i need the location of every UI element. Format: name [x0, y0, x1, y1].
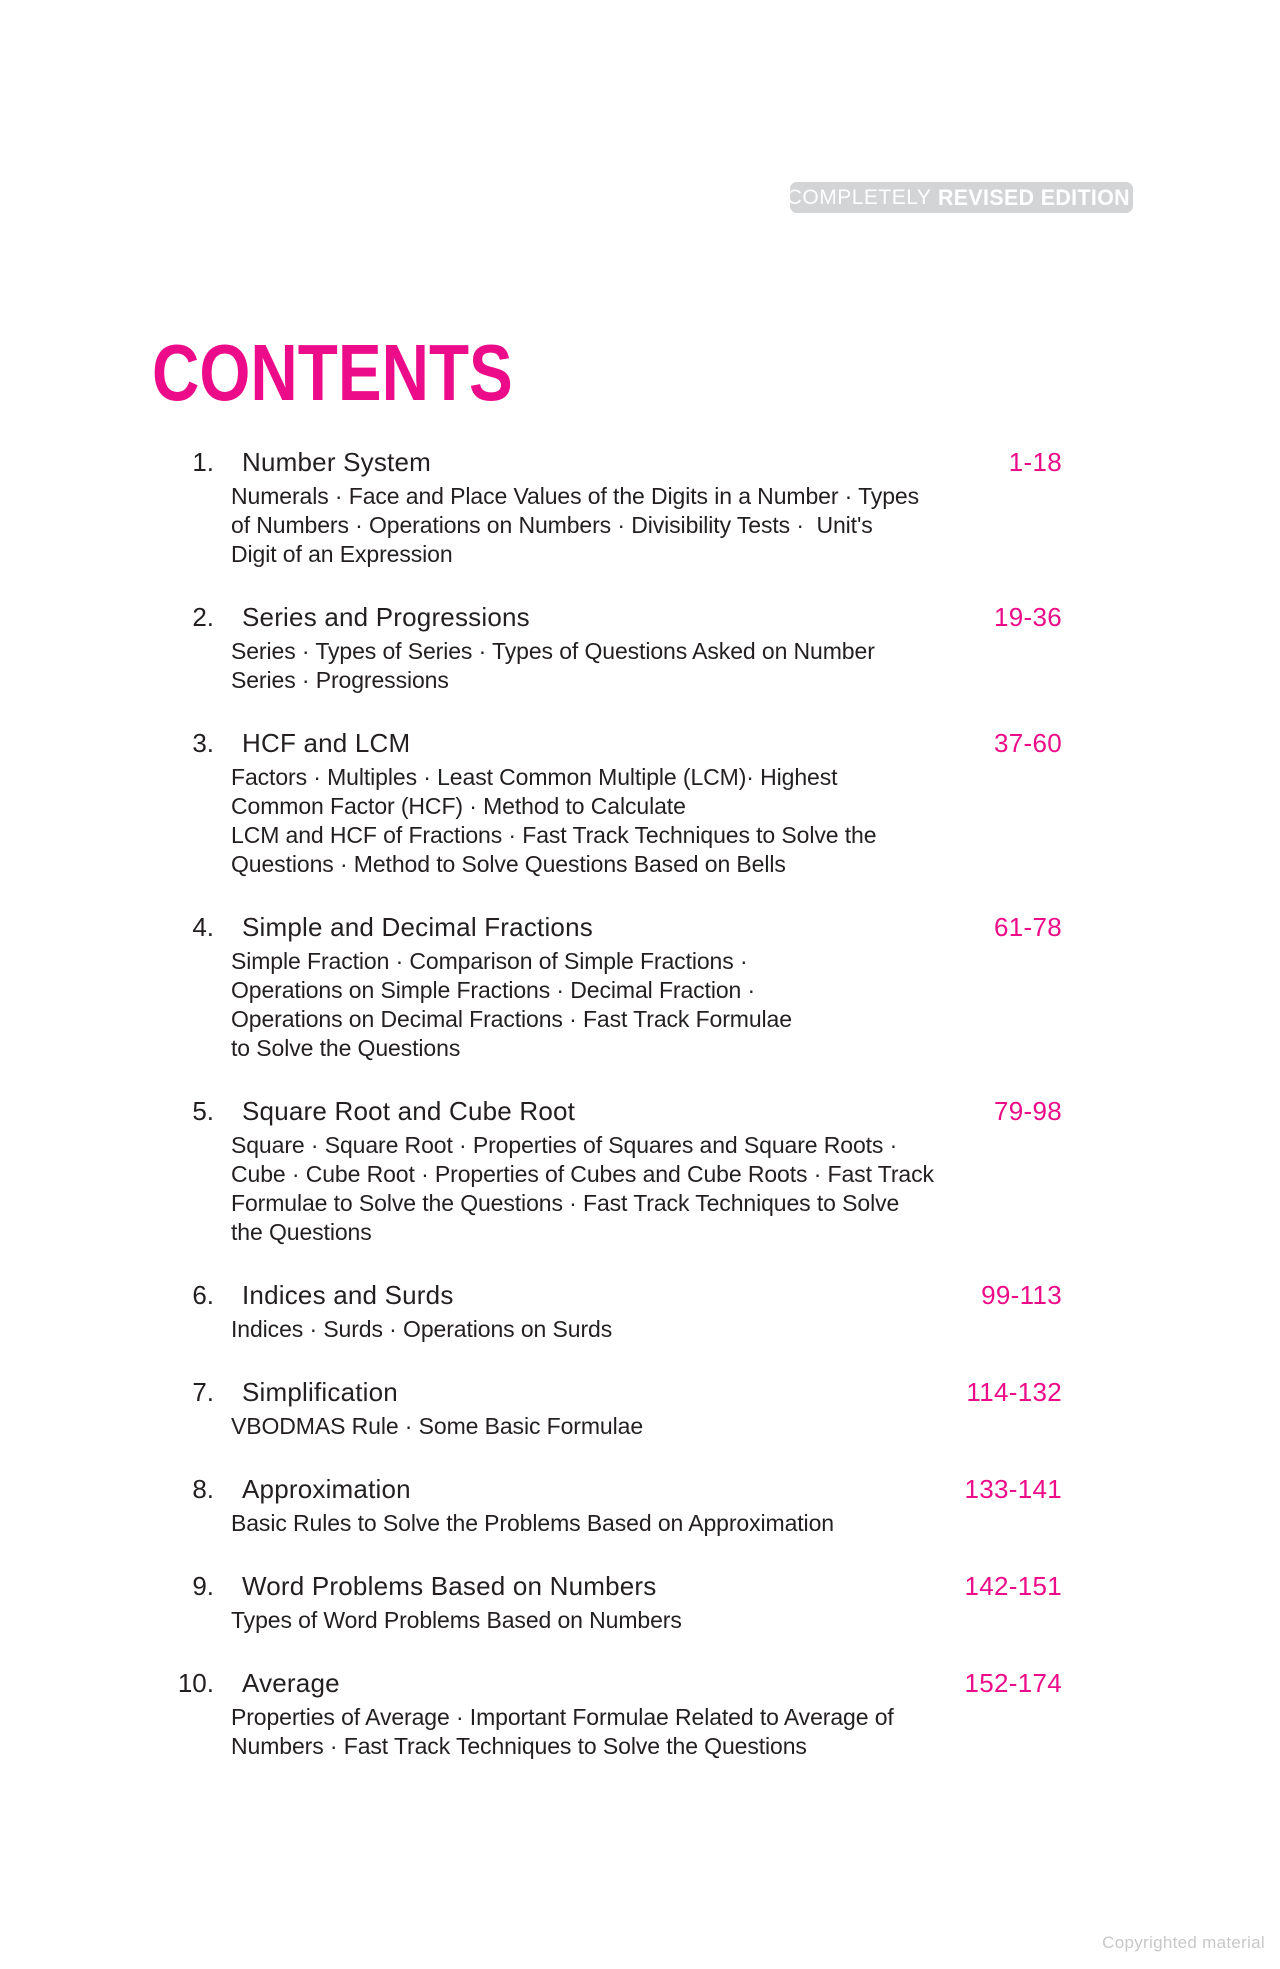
chapter-number: 7.	[192, 1377, 214, 1407]
chapter-subtopics-line: Series · Progressions	[231, 667, 449, 693]
toc-list	[150, 442, 1062, 1789]
toc-entry	[150, 1469, 1062, 1538]
chapter-subtopics-line: Series · Types of Series · Types of Questions Asked on Number	[231, 638, 875, 664]
chapter-title: Square Root and Cube Root	[242, 1096, 576, 1126]
chapter-subtopics-line: to Solve the Questions	[231, 1035, 461, 1061]
chapter-number: 9.	[192, 1571, 214, 1601]
toc-entry-head	[150, 1275, 1062, 1315]
chapter-page-range: 19-36	[994, 602, 1062, 632]
edition-badge	[786, 182, 1133, 213]
toc-entry-head	[150, 1663, 1062, 1703]
chapter-title: Indices and Surds	[242, 1280, 454, 1310]
page-title: CONTENTS	[152, 328, 513, 417]
chapter-subtopics-line: the Questions	[231, 1219, 372, 1245]
chapter-page-range: 61-78	[994, 912, 1062, 942]
chapter-subtopics-line: Operations on Decimal Fractions · Fast Track Formulae	[231, 1006, 792, 1032]
chapter-number: 5.	[192, 1096, 214, 1126]
chapter-subtopics-line: Questions · Method to Solve Questions Based on Bells	[231, 851, 786, 877]
toc-entry-head	[150, 1091, 1062, 1131]
toc-entry-head	[150, 597, 1062, 637]
chapter-page-range: 142-151	[964, 1571, 1062, 1601]
toc-entry	[150, 907, 1062, 1063]
chapter-subtopics	[150, 1412, 1062, 1441]
chapter-subtopics	[150, 637, 1062, 695]
chapter-page-range: 152-174	[964, 1668, 1062, 1698]
toc-entry-head	[150, 1469, 1062, 1509]
chapter-subtopics	[150, 947, 1062, 1063]
copyright-watermark: Copyrighted material	[1102, 1933, 1265, 1952]
chapter-title: Simple and Decimal Fractions	[242, 912, 593, 942]
chapter-page-range: 99-113	[981, 1280, 1062, 1310]
toc-entry	[150, 1372, 1062, 1441]
chapter-subtopics-line: Operations on Simple Fractions · Decimal Fraction ·	[231, 977, 756, 1003]
chapter-subtopics	[150, 1131, 1062, 1247]
chapter-title: Simplification	[242, 1377, 398, 1407]
chapter-subtopics-line: Cube · Cube Root · Properties of Cubes and Cube Roots · Fast Track	[231, 1161, 934, 1187]
chapter-number: 6.	[192, 1280, 214, 1310]
chapter-number: 1.	[192, 447, 214, 477]
chapter-subtopics-line: Properties of Average · Important Formulae Related to Average of	[231, 1704, 894, 1730]
toc-entry-head	[150, 1372, 1062, 1412]
toc-entry-head	[150, 442, 1062, 482]
edition-badge-prefix: COMPLETELY	[786, 185, 932, 209]
chapter-subtopics-line: Formulae to Solve the Questions · Fast Track Techniques to Solve	[231, 1190, 900, 1216]
chapter-subtopics-line: Common Factor (HCF) · Method to Calculate	[231, 793, 686, 819]
edition-badge-emphasis: REVISED EDITION	[938, 184, 1131, 210]
chapter-subtopics-line: Factors · Multiples · Least Common Multiple (LCM)· Highest	[231, 764, 838, 790]
chapter-subtopics-line: VBODMAS Rule · Some Basic Formulae	[231, 1413, 644, 1439]
chapter-subtopics	[150, 763, 1062, 879]
chapter-subtopics	[150, 1509, 1062, 1538]
chapter-page-range: 1-18	[1008, 447, 1062, 477]
chapter-subtopics-line: of Numbers · Operations on Numbers · Divisibility Tests · Unit's	[231, 512, 873, 538]
chapter-number: 10.	[177, 1668, 214, 1698]
toc-entry	[150, 723, 1062, 879]
chapter-subtopics-line: LCM and HCF of Fractions · Fast Track Techniques to Solve the	[231, 822, 877, 848]
chapter-subtopics-line: Basic Rules to Solve the Problems Based on Approximation	[231, 1510, 834, 1536]
chapter-subtopics-line: Simple Fraction · Comparison of Simple Fractions ·	[231, 948, 748, 974]
toc-entry-head	[150, 723, 1062, 763]
chapter-title: Average	[242, 1668, 340, 1698]
chapter-page-range: 79-98	[994, 1096, 1062, 1126]
toc-entry	[150, 1275, 1062, 1344]
chapter-subtopics	[150, 482, 1062, 569]
chapter-title: Number System	[242, 447, 431, 477]
chapter-page-range: 37-60	[994, 728, 1062, 758]
chapter-title: Word Problems Based on Numbers	[242, 1571, 657, 1601]
chapter-subtopics-line: Types of Word Problems Based on Numbers	[231, 1607, 682, 1633]
toc-entry	[150, 1091, 1062, 1247]
chapter-number: 8.	[192, 1474, 214, 1504]
toc-entry-head	[150, 1566, 1062, 1606]
chapter-subtopics-line: Square · Square Root · Properties of Squares and Square Roots ·	[231, 1132, 898, 1158]
chapter-page-range: 133-141	[964, 1474, 1062, 1504]
chapter-subtopics-line: Numerals · Face and Place Values of the Digits in a Number · Types	[231, 483, 919, 509]
chapter-number: 4.	[192, 912, 214, 942]
chapter-title: Series and Progressions	[242, 602, 530, 632]
toc-entry	[150, 1663, 1062, 1761]
chapter-title: Approximation	[242, 1474, 411, 1504]
chapter-title: HCF and LCM	[242, 728, 411, 758]
chapter-number: 2.	[192, 602, 214, 632]
chapter-subtopics-line: Numbers · Fast Track Techniques to Solve the Questions	[231, 1733, 807, 1759]
chapter-subtopics-line: Indices · Surds · Operations on Surds	[231, 1316, 613, 1342]
chapter-subtopics	[150, 1315, 1062, 1344]
chapter-page-range: 114-132	[966, 1377, 1062, 1407]
chapter-subtopics-line: Digit of an Expression	[231, 541, 453, 567]
chapter-subtopics	[150, 1606, 1062, 1635]
toc-entry	[150, 1566, 1062, 1635]
chapter-number: 3.	[192, 728, 214, 758]
toc-entry-head	[150, 907, 1062, 947]
toc-entry	[150, 442, 1062, 569]
chapter-subtopics	[150, 1703, 1062, 1761]
toc-entry	[150, 597, 1062, 695]
